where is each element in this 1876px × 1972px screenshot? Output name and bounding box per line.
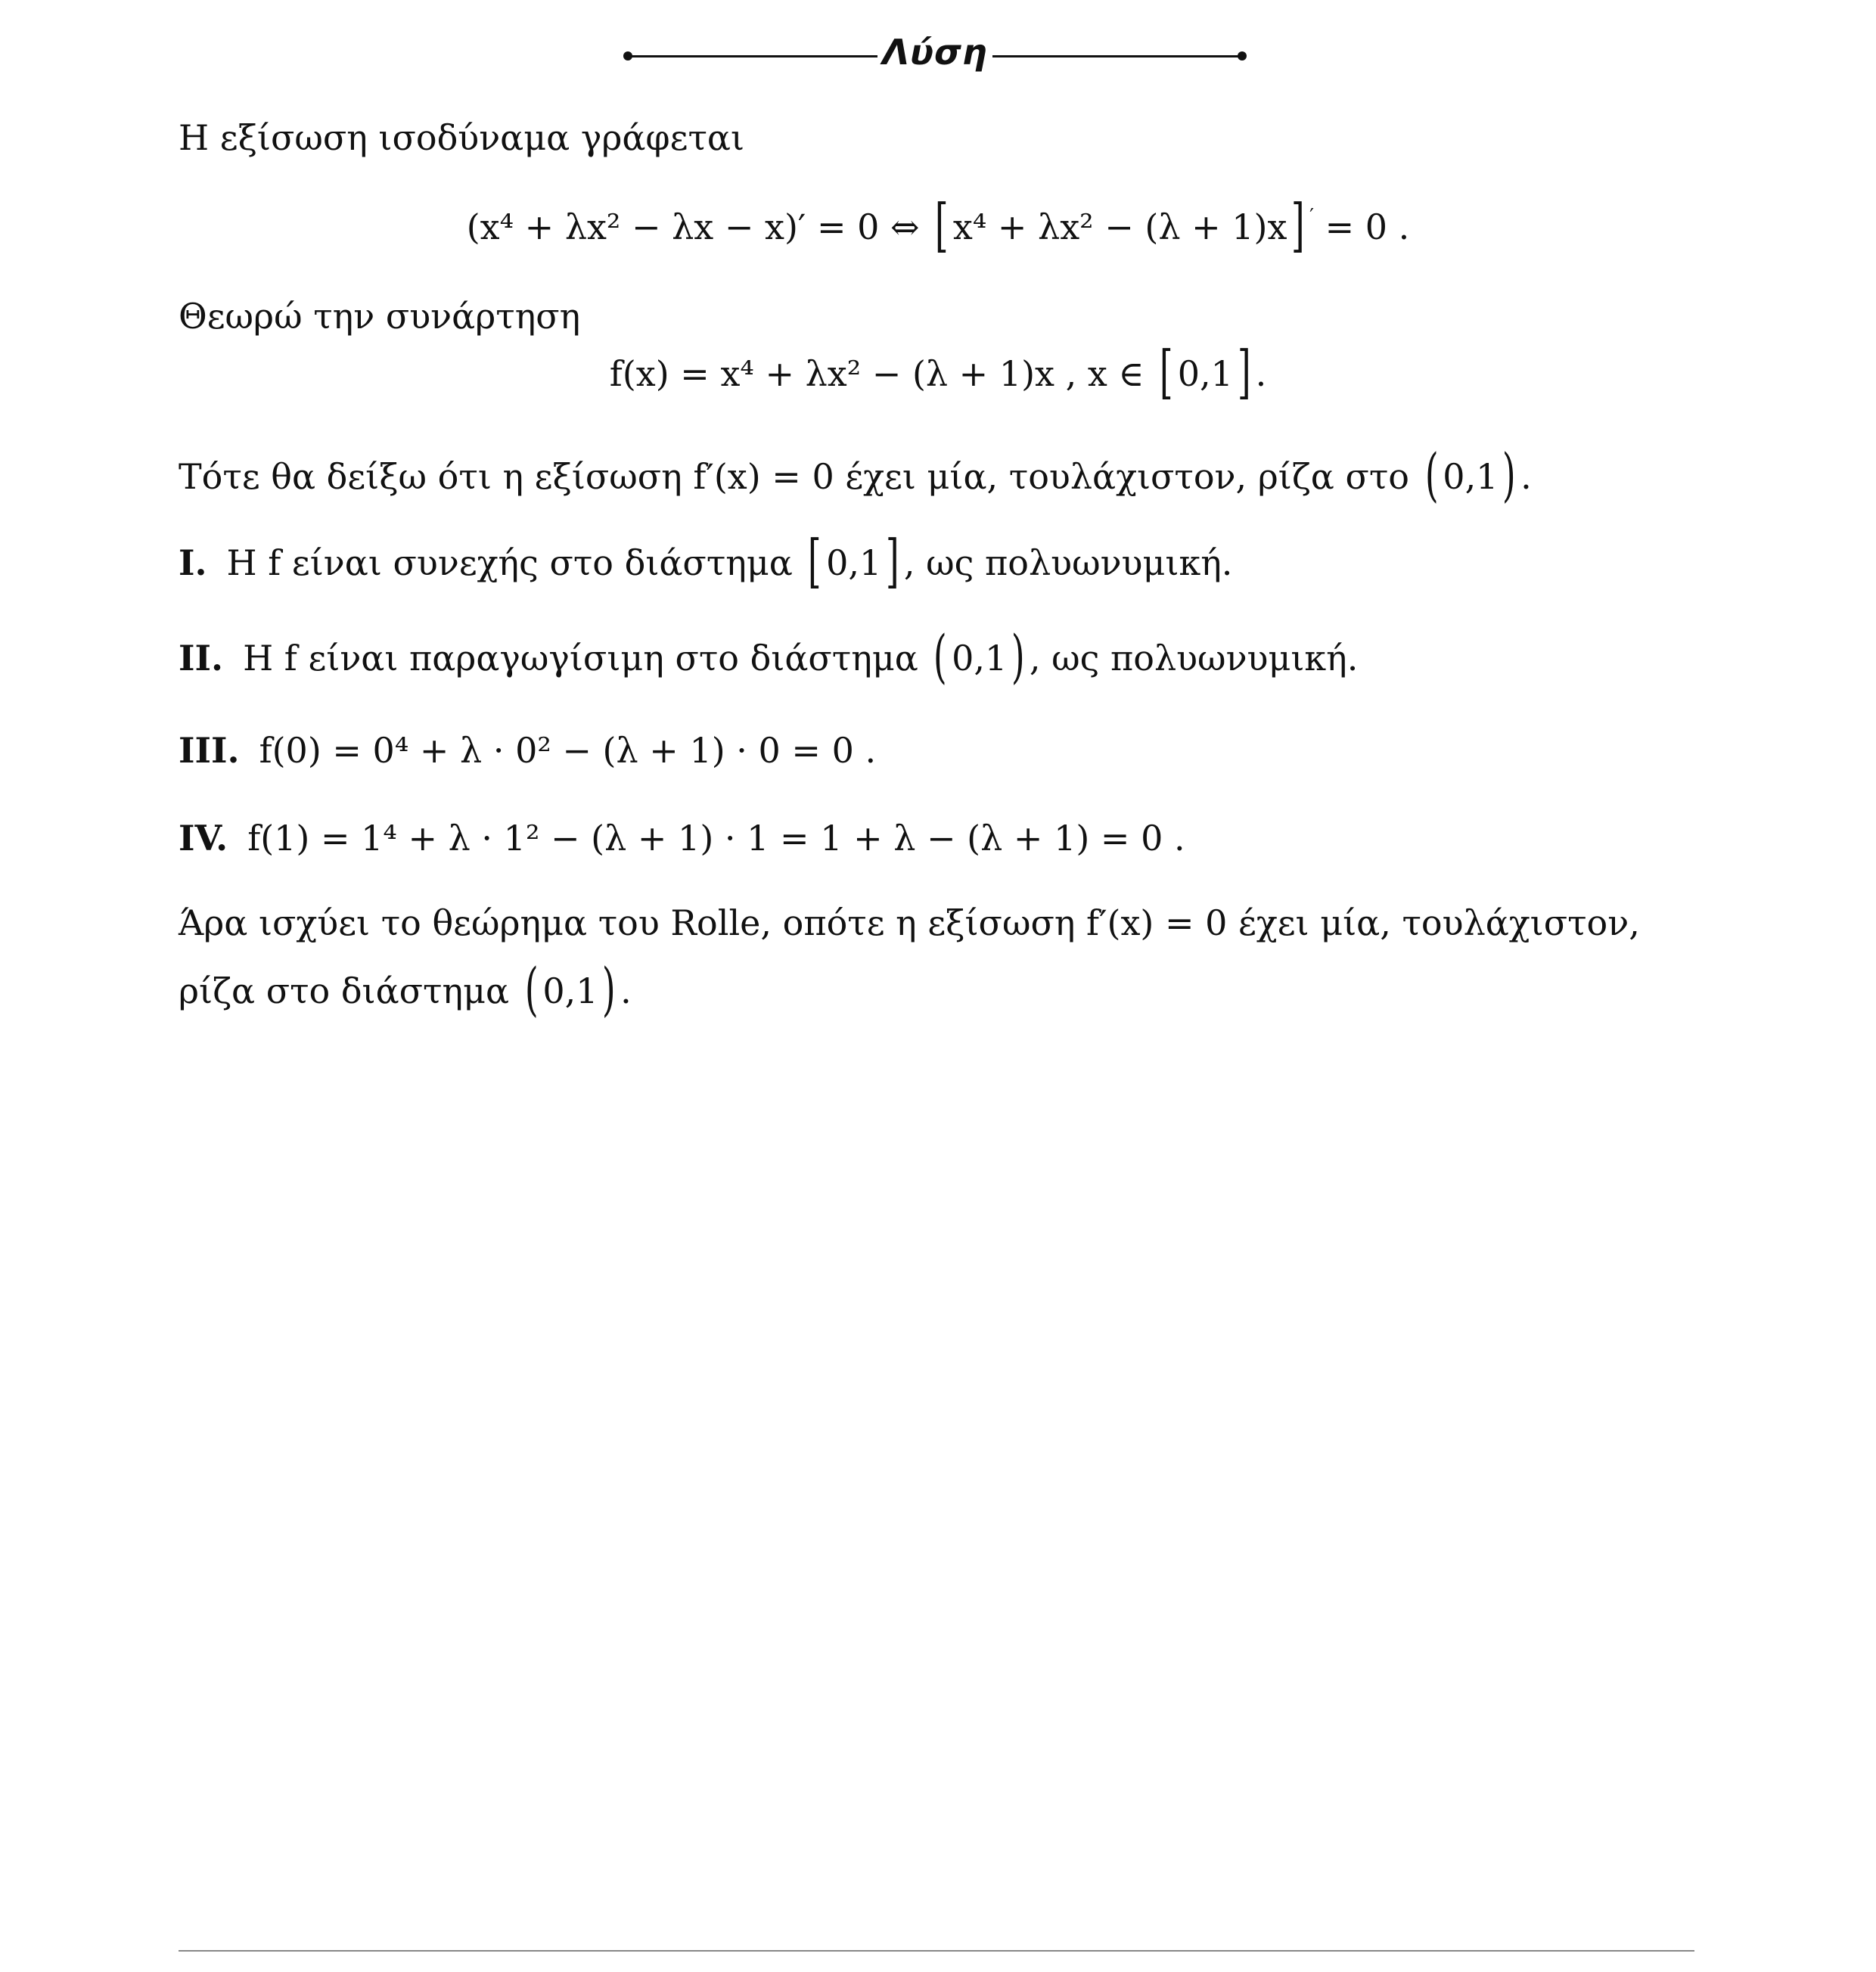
rule-left [628, 55, 877, 57]
equation-2 [0, 338, 1876, 405]
bracket-open: [ [808, 527, 822, 595]
bracket-close: ] [886, 527, 899, 595]
paren-open: ( [933, 623, 948, 690]
item-after: , ως πολυωνυμική. [1029, 638, 1359, 679]
rule-right [992, 55, 1242, 57]
claim-body: Τότε θα δείξω ότι η εξίσωση f′(x) = 0 έχει μία, τουλάχιστον, ρίζα στο [179, 456, 1410, 497]
claim-text [179, 441, 1532, 508]
paren-close: ) [1011, 623, 1025, 690]
item-label: I. [179, 542, 207, 583]
item-formula: f(1) = 1⁴ + λ · 1² − (λ + 1) · 1 = 1 + λ − (λ + 1) = 0 . [247, 818, 1185, 859]
claim-interval: 0,1 [1443, 456, 1499, 497]
equation-2-expr: f(x) = x⁴ + λx² − (λ + 1)x , x ∈ [609, 353, 1145, 394]
list-item-4 [179, 815, 1185, 861]
paren-open: ( [1424, 441, 1439, 508]
item-label: IV. [179, 818, 228, 859]
equation-1-lhs: (x⁴ + λx² − λx − x)′ = 0 ⇔ [466, 207, 920, 247]
conclusion-line-1: Άρα ισχύει το θεώρημα του Rolle, οπότε η εξίσωση f′(x) = 0 έχει μία, τουλάχιστον, [179, 902, 1640, 943]
list-item-3 [179, 728, 876, 773]
item-interval: 0,1 [952, 638, 1008, 679]
item-text: Η f είναι παραγωγίσιμη στο διάστημα [243, 638, 918, 679]
item-label: II. [179, 638, 224, 679]
equation-1-rhs: = 0 . [1325, 207, 1410, 247]
item-text: Η f είναι συνεχής στο διάστημα [226, 542, 793, 583]
paren-open: ( [524, 955, 539, 1023]
item-after: , ως πολυωνυμική. [903, 542, 1233, 583]
equation-1 [0, 191, 1876, 259]
list-item-1 [179, 527, 1233, 595]
item-formula: f(0) = 0⁴ + λ · 0² − (λ + 1) · 0 = 0 . [259, 730, 877, 771]
conclusion-line-2 [179, 955, 632, 1023]
conclusion-end: . [620, 970, 632, 1011]
consider-text: Θεωρώ την συνάρτηση [179, 296, 581, 337]
equation-2-end: . [1255, 353, 1267, 394]
bracket-open: [ [935, 191, 949, 259]
item-interval: 0,1 [826, 542, 882, 583]
bracket-close: ] [1237, 338, 1251, 405]
claim-end: . [1520, 456, 1532, 497]
conclusion-interval: 0,1 [542, 970, 598, 1011]
bracket-close: ] [1291, 191, 1306, 259]
heading-title: Λύση [882, 32, 988, 73]
prime-mark: ′ [1309, 205, 1314, 228]
intro-text: Η εξίσωση ισοδύναμα γράφεται [179, 117, 745, 158]
section-heading [0, 29, 1876, 82]
equation-2-interval: 0,1 [1177, 353, 1233, 394]
conclusion-text: ρίζα στο διάστημα [179, 970, 510, 1011]
paren-close: ) [1502, 441, 1517, 508]
item-label: III. [179, 730, 240, 771]
list-item-2 [179, 623, 1359, 690]
bracket-open: [ [1160, 338, 1173, 405]
paren-close: ) [602, 955, 617, 1023]
rule-dot-right [1238, 51, 1247, 61]
equation-1-bracket-body: x⁴ + λx² − (λ + 1)x [952, 207, 1287, 247]
footer-rule [179, 1950, 1694, 1952]
